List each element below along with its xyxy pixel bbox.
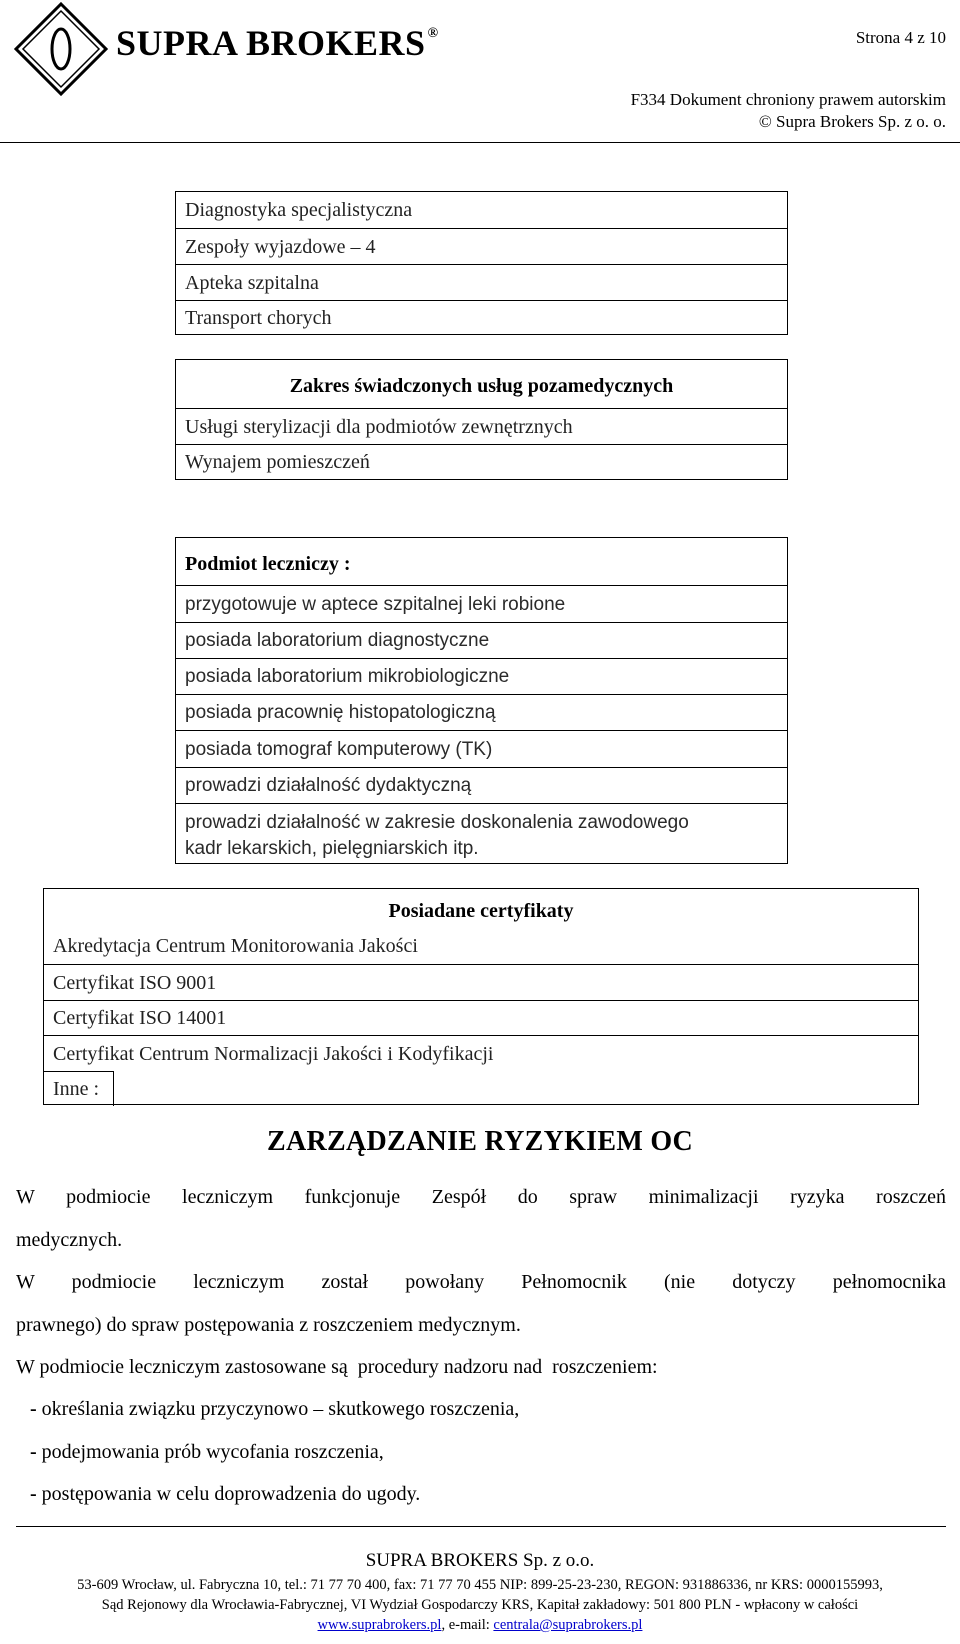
paragraph-line: W podmiocie leczniczym zastosowane są procedury nadzoru nad roszczeniem: bbox=[16, 1356, 658, 1378]
table-row: posiada laboratorium mikrobiologiczne bbox=[176, 658, 787, 694]
table-row: Certyfikat ISO 14001 bbox=[44, 1000, 918, 1035]
table-row: Usługi sterylizacji dla podmiotów zewnętrznych bbox=[176, 408, 787, 444]
item-text: określania związku przyczynowo – skutkowego roszczenia, bbox=[41, 1398, 520, 1420]
table-title: Podmiot leczniczy : bbox=[185, 553, 351, 575]
row-line: kadr lekarskich, pielęgniarskich itp. bbox=[185, 838, 479, 859]
footer-registry: Sąd Rejonowy dla Wrocławia-Fabrycznej, VI Wydział Gospodarczy KRS, Kapitał zakładowy: 501 800 PLN - wpłacony w całości bbox=[101, 1597, 859, 1613]
table-row: posiada laboratorium diagnostyczne bbox=[176, 622, 787, 658]
footer-contact bbox=[0, 1617, 960, 1634]
table-row: posiada tomograf komputerowy (TK) bbox=[176, 730, 787, 767]
table-row: Wynajem pomieszczeń bbox=[176, 444, 787, 479]
procedure-item bbox=[30, 1483, 420, 1506]
entity-capabilities-table bbox=[175, 537, 788, 864]
paragraph-line: W podmiocie leczniczym funkcjonuje Zespół do spraw minimalizacji ryzyka roszczeń bbox=[16, 1186, 946, 1208]
row-line: prowadzi działalność w zakresie doskonalenia zawodowego bbox=[185, 812, 689, 833]
paragraph-line: W podmiocie leczniczym został powołany Pełnomocnik (nie dotyczy pełnomocnika bbox=[16, 1271, 946, 1293]
procedure-item bbox=[30, 1441, 384, 1464]
services-table bbox=[175, 191, 788, 335]
table-row: Zespoły wyjazdowe – 4 bbox=[176, 228, 787, 264]
footer-divider bbox=[16, 1526, 946, 1527]
dash-bullet: - bbox=[30, 1398, 37, 1420]
section-heading: ZARZĄDZANIE RYZYKIEM OC bbox=[267, 1126, 693, 1157]
certificates-table bbox=[43, 888, 919, 1105]
table-row: Apteka szpitalna bbox=[176, 264, 787, 300]
table-row: Transport chorych bbox=[176, 300, 787, 334]
copyright-owner: © Supra Brokers Sp. z o. o. bbox=[758, 112, 946, 131]
brand-name bbox=[116, 22, 439, 64]
dash-bullet: - bbox=[30, 1441, 37, 1463]
table-row: Akredytacja Centrum Monitorowania Jakości bbox=[53, 935, 418, 957]
table-title: Posiadane certyfikaty bbox=[388, 900, 574, 922]
email-link[interactable]: centrala@suprabrokers.pl bbox=[493, 1617, 643, 1633]
paragraph-line: prawnego) do spraw postępowania z roszczeniem medycznym. bbox=[16, 1314, 521, 1336]
table-title: Zakres świadczonych usług pozamedycznych bbox=[289, 375, 674, 397]
table-row: Inne : bbox=[44, 1071, 114, 1106]
procedure-item bbox=[30, 1398, 519, 1421]
footer-address: 53-609 Wrocław, ul. Fabryczna 10, tel.: 71 77 70 400, fax: 71 77 70 455 NIP: 899-25-23-230, REGON: 931886336, nr KRS: 0000155993, bbox=[77, 1577, 883, 1593]
dash-bullet: - bbox=[30, 1483, 37, 1505]
table-row: posiada pracownię histopatologiczną bbox=[176, 694, 787, 730]
brand-text: SUPRA BROKERS bbox=[116, 23, 426, 63]
nonmedical-services-table bbox=[175, 359, 788, 480]
copyright-notice: F334 Dokument chroniony prawem autorskim bbox=[630, 90, 946, 109]
header-divider bbox=[0, 142, 960, 143]
paragraph-line: medycznych. bbox=[16, 1229, 123, 1251]
table-row: Certyfikat ISO 9001 bbox=[44, 964, 918, 1000]
table-row-multiline bbox=[176, 803, 787, 863]
email-label: , e-mail: bbox=[441, 1617, 494, 1633]
item-text: postępowania w celu doprowadzenia do ugody. bbox=[41, 1483, 421, 1505]
website-link[interactable]: www.suprabrokers.pl bbox=[317, 1617, 442, 1633]
supra-brokers-logo-icon bbox=[14, 2, 108, 96]
table-row: przygotowuje w aptece szpitalnej leki robione bbox=[176, 585, 787, 622]
table-row: prowadzi działalność dydaktyczną bbox=[176, 767, 787, 803]
item-text: podejmowania prób wycofania roszczenia, bbox=[41, 1441, 384, 1463]
table-row: Diagnostyka specjalistyczna bbox=[185, 199, 413, 221]
table-row: Certyfikat Centrum Normalizacji Jakości i Kodyfikacji bbox=[44, 1035, 918, 1071]
registered-mark: ® bbox=[427, 26, 439, 41]
footer-company: SUPRA BROKERS Sp. z o.o. bbox=[365, 1550, 595, 1571]
page-number: Strona 4 z 10 bbox=[855, 28, 946, 47]
